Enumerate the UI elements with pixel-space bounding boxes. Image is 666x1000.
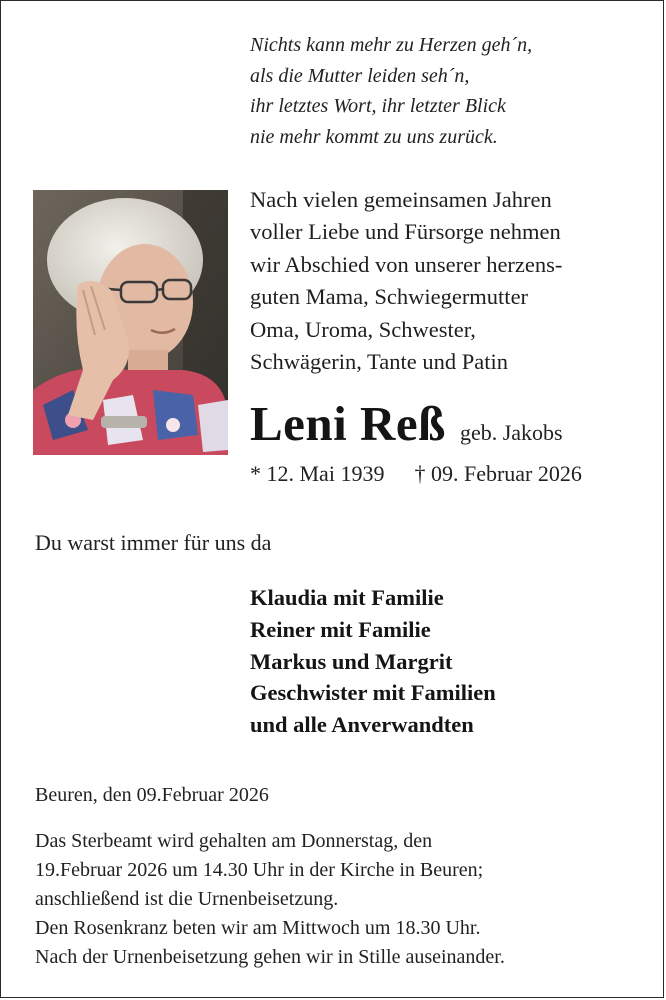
intro-text <box>250 184 650 378</box>
poem-line: nie mehr kommt zu uns zurück. <box>250 125 498 148</box>
poem-line: ihr letztes Wort, ihr letzter Blick <box>250 95 506 117</box>
poem <box>250 30 650 152</box>
intro-line: voller Liebe und Fürsorge nehmen <box>250 219 561 245</box>
notice-line: Das Sterbeamt wird gehalten am Donnerstag, den <box>35 830 433 852</box>
place-date: Beuren, den 09.Februar 2026 <box>35 784 269 806</box>
mourner-entry: Reiner mit Familie <box>250 616 431 642</box>
motto: Du warst immer für uns da <box>35 530 272 555</box>
intro-line: Schwägerin, Tante und Patin <box>250 349 508 375</box>
life-dates <box>250 461 582 487</box>
intro-line: Nach vielen gemeinsamen Jahren <box>250 187 552 212</box>
deceased-name-row <box>250 395 563 452</box>
funeral-notice <box>35 827 645 972</box>
notice-line: 19.Februar 2026 um 14.30 Uhr in der Kirche in Beuren; <box>35 859 484 881</box>
intro-line: guten Mama, Schwiegermutter <box>250 284 529 310</box>
poem-line: Nichts kann mehr zu Herzen geh´n, <box>250 34 533 56</box>
notice-line: Den Rosenkranz beten wir am Mittwoch um 18.30 Uhr. <box>35 917 481 939</box>
mourner-entry: Geschwister mit Familien <box>250 680 496 706</box>
mourners-list <box>250 582 496 741</box>
intro-line: wir Abschied von unserer herzens- <box>250 251 563 277</box>
mourner-entry: Markus und Margrit <box>250 648 453 674</box>
mourner-entry: Klaudia mit Familie <box>250 585 444 610</box>
birth-date: * 12. Mai 1939 <box>250 461 385 486</box>
mourner-entry: und alle Anverwandten <box>250 712 474 738</box>
death-date: † 09. Februar 2026 <box>414 461 582 486</box>
notice-line: Nach der Urnenbeisetzung gehen wir in Stille auseinander. <box>35 946 505 968</box>
intro-line: Oma, Uroma, Schwester, <box>250 316 476 342</box>
birth-name: geb. Jakobs <box>459 420 563 445</box>
notice-line: anschließend ist die Urnenbeisetzung. <box>35 888 339 910</box>
portrait-photo <box>33 190 228 455</box>
poem-line: als die Mutter leiden seh´n, <box>250 64 470 87</box>
deceased-name: Leni Reß <box>250 396 446 451</box>
